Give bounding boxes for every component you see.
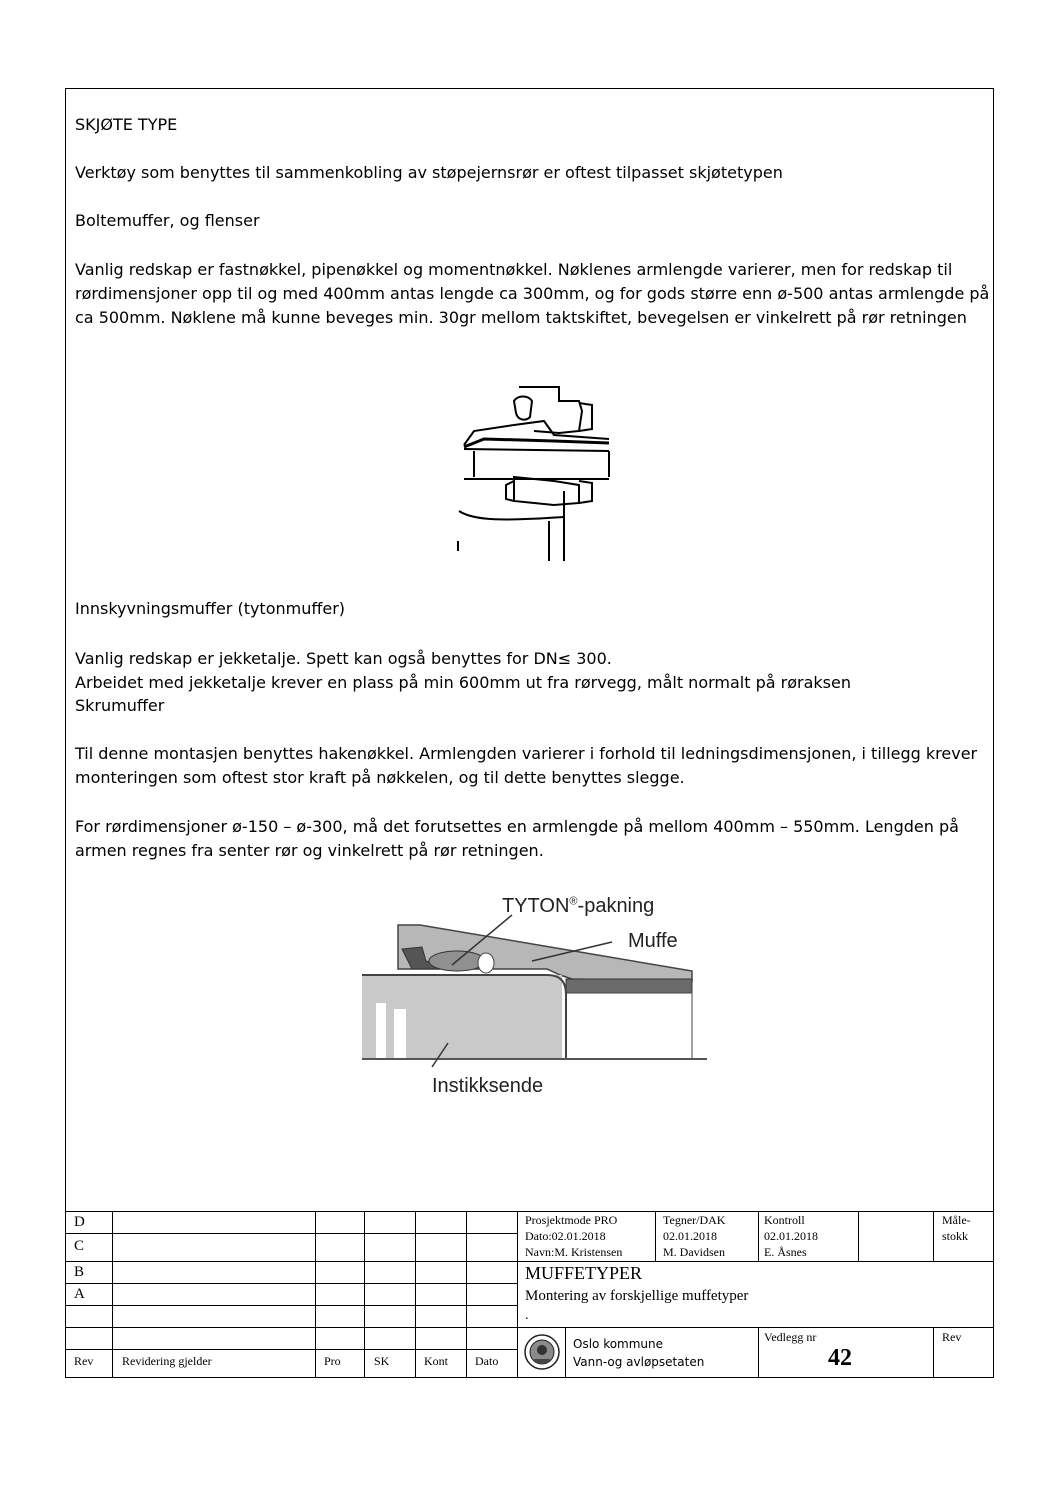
drawing-subtitle: Montering av forskjellige muffetyper [525,1288,749,1304]
paragraph-rordimensjoner-line1: For rørdimensjoner ø-150 – ø-300, må det forutsettes en armlengde på mellom 400mm – 550mm. Lengden på [75,817,959,836]
paragraph-hakenokkel-line2: monteringen som oftest stor kraft på nøkkelen, og til dette benyttes slegge. [75,768,685,787]
col-header-dato: Dato [475,1354,499,1368]
tegner-date: 02.01.2018 [663,1229,717,1243]
tegner-name: M. Davidsen [663,1245,725,1259]
registered-mark: ® [569,895,578,908]
project-code: Prosjektmode PRO [525,1213,618,1227]
tyton-label [502,895,654,918]
tyton-joint-figure [362,889,722,1103]
drawing-title: MUFFETYPER [525,1263,643,1283]
paragraph-hakenokkel-line1: Til denne montasjen benyttes hakenøkkel. Armlengden varierer i forhold til ledningsdimensjonen, i tillegg krever [75,744,978,763]
project-name: Navn:M. Kristensen [525,1245,623,1259]
col-header-revidering: Revidering gjelder [122,1354,212,1368]
malestokk-label-line1: Måle- [942,1213,971,1227]
col-header-pro: Pro [324,1354,341,1368]
subheading-boltemuffer: Boltemuffer, og flenser [75,211,260,230]
paragraph-redskap-line2: rørdimensjoner opp til og med 400mm antas lengde ca 300mm, og for gods større enn ø-500 antas armlengde på [75,284,990,303]
heading: SKJØTE TYPE [75,115,178,134]
tyton-label-suffix: -pakning [577,895,655,917]
subheading-skrumuffer: Skrumuffer [75,696,165,715]
paragraph-tools: Verktøy som benyttes til sammenkobling av støpejernsrør er oftest tilpasset skjøtetypen [75,163,783,182]
kontroll-name: E. Åsnes [764,1245,807,1259]
muffe-label: Muffe [628,930,678,952]
paragraph-rordimensjoner-line2: armen regnes fra senter rør og vinkelrett på rør retningen. [75,841,544,860]
vedlegg-label: Vedlegg nr [764,1330,817,1344]
paragraph-jekketalje-line2: Arbeidet med jekketalje krever en plass på min 600mm ut fra rørvegg, målt normalt på røraksen [75,673,851,692]
title-block [66,1211,993,1377]
tyton-label-main: TYTON [502,895,570,917]
paragraph-redskap-line1: Vanlig redskap er fastnøkkel, pipenøkkel og momentnøkkel. Nøklenes armlengde varierer, men for redskap til [75,260,953,279]
kontroll-label: Kontroll [764,1213,805,1227]
org-name-line2: Vann-og avløpsetaten [573,1355,705,1369]
instikksende-label: Instikksende [432,1075,544,1097]
rev-letter-b: B [74,1264,85,1280]
paragraph-redskap-line3: ca 500mm. Nøklene må kunne beveges min. 30gr mellom taktskiftet, bevegelsen er vinkelrett på rør retningen [75,308,967,327]
vedlegg-number: 42 [828,1345,852,1371]
oslo-kommune-logo [523,1329,561,1375]
rev-letter-d: D [74,1214,85,1230]
tegner-label: Tegner/DAK [663,1213,726,1227]
malestokk-label-line2: stokk [942,1229,969,1243]
bolt-joint-drawing [454,381,614,561]
paragraph-jekketalje-line1: Vanlig redskap er jekketalje. Spett kan også benyttes for DN≤ 300. [75,649,612,668]
rev-letter-a: A [74,1286,85,1302]
subheading-innskyvningsmuffer: Innskyvningsmuffer (tytonmuffer) [75,599,346,618]
project-date: Dato:02.01.2018 [525,1229,606,1243]
document-frame [65,88,994,1378]
kontroll-date: 02.01.2018 [764,1229,818,1243]
col-header-kont: Kont [424,1354,448,1368]
org-name-line1: Oslo kommune [573,1337,664,1351]
col-header-sk: SK [374,1354,390,1368]
subtitle-dot: . [525,1308,529,1323]
tyton-joint-drawing [362,889,722,1103]
rev-letter-c: C [74,1238,85,1254]
col-header-rev: Rev [74,1354,94,1368]
rev-label: Rev [942,1330,962,1344]
